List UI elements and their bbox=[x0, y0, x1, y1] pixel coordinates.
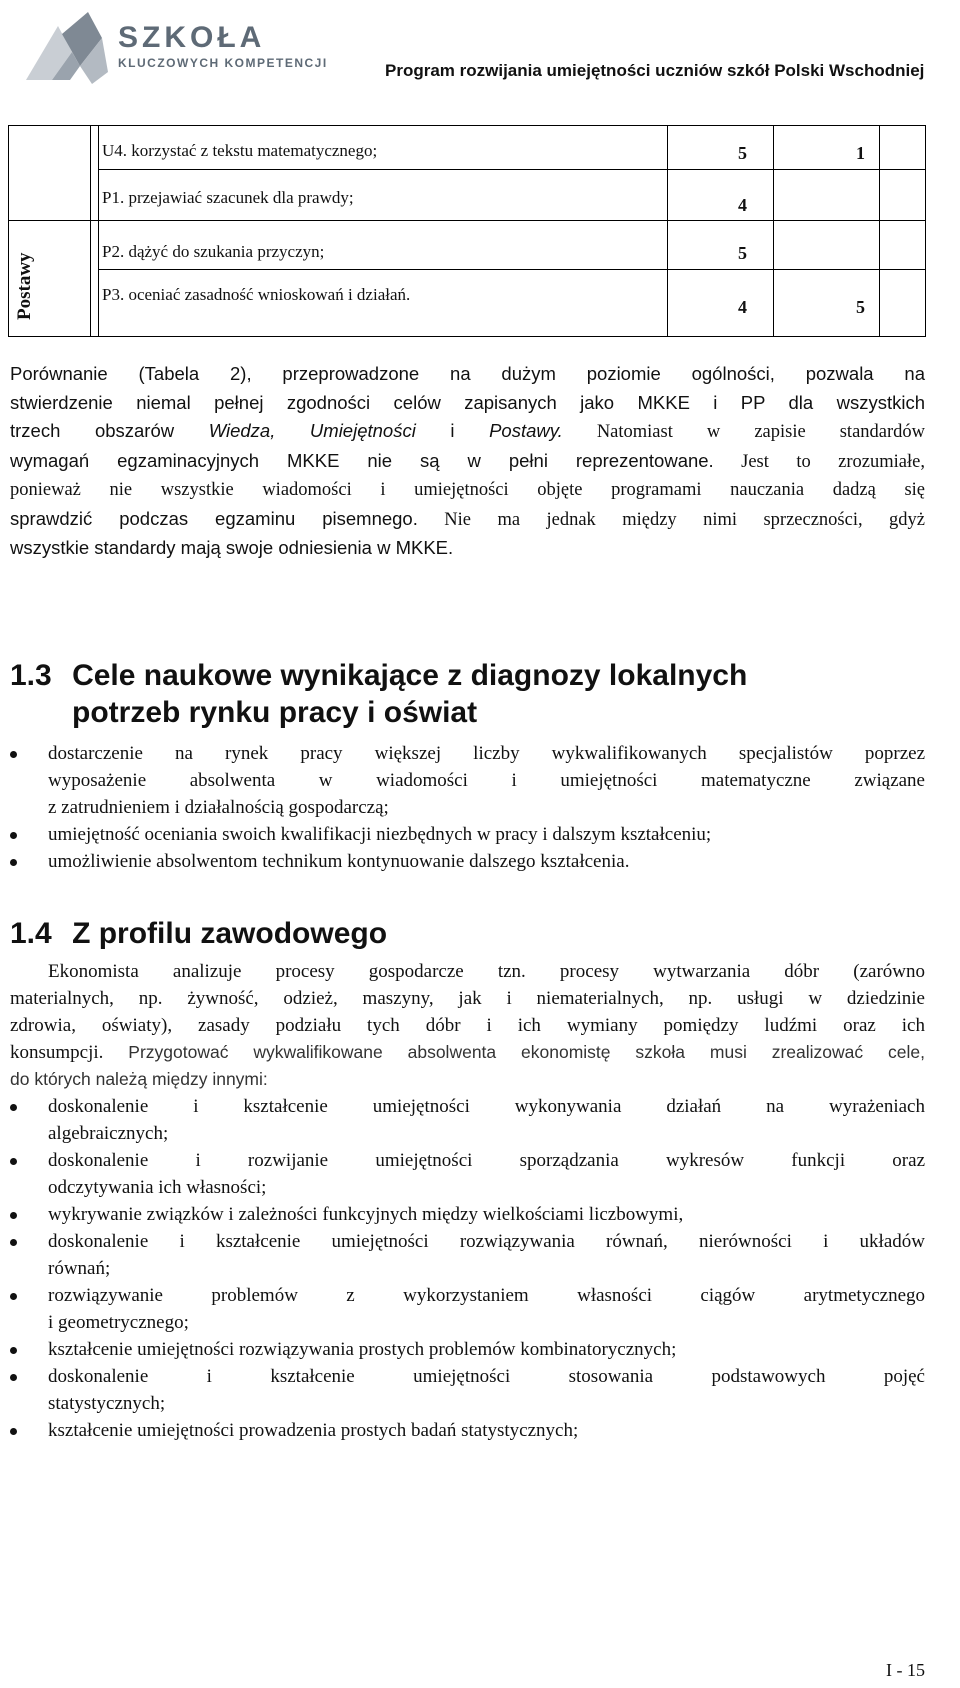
logo-title: SZKOŁA bbox=[118, 21, 266, 54]
list-item bbox=[10, 1417, 925, 1444]
text-line: wszystkie standardy mają swoje odniesienia w MKKE. bbox=[10, 537, 454, 558]
text-line bbox=[10, 505, 925, 535]
table-row-text: P3. oceniać zasadność wnioskowań i działań. bbox=[102, 285, 411, 304]
text-span: Jest to zrozumiałe, bbox=[713, 451, 925, 472]
section-number: 1.3 bbox=[10, 659, 52, 692]
table-row-text: P2. dążyć do szukania przyczyn; bbox=[102, 242, 325, 261]
text-line: dostarczenie na rynek pracy większej liczby wykwalifikowanych specjalistów poprzez bbox=[48, 743, 925, 764]
text-line: ponieważ nie wszystkie wiadomości i umiejętności objęte programami nauczania dadzą się bbox=[10, 480, 925, 500]
bullet-icon bbox=[10, 832, 17, 839]
table-row-text: P1. przejawiać szacunek dla prawdy; bbox=[102, 188, 354, 207]
text-line: doskonalenie i rozwijanie umiejętności sporządzania wykresów funkcji oraz bbox=[48, 1150, 925, 1171]
list-item bbox=[10, 1363, 925, 1417]
text-line: statystycznych; bbox=[48, 1393, 166, 1414]
bullet-icon bbox=[10, 1104, 17, 1111]
table-row-divider bbox=[98, 169, 925, 170]
page-number: I - 15 bbox=[886, 1660, 925, 1680]
text-line: Ekonomista analizuje procesy gospodarcze tzn. procesy wytwarzania dóbr (zarówno bbox=[48, 961, 925, 982]
bullet-icon bbox=[10, 1428, 17, 1435]
text-span: sprawdzić podczas egzaminu pisemnego. bbox=[10, 507, 418, 529]
profile-goals-list bbox=[10, 1093, 925, 1444]
text-line: materialnych, np. żywność, odzież, maszyny, jak i niematerialnych, np. usługi w dziedzinie bbox=[10, 988, 925, 1009]
italic-term: Wiedza, Umiejętności bbox=[208, 420, 416, 441]
list-item bbox=[10, 740, 925, 821]
table-value: 4 bbox=[738, 195, 747, 215]
table-value: 1 bbox=[856, 143, 865, 163]
text-line: wyposażenie absolwenta w wiadomości i umiejętności matematyczne związane bbox=[48, 770, 925, 791]
section-title: Z profilu zawodowego bbox=[72, 917, 388, 950]
text-span: i bbox=[415, 420, 490, 441]
table-row-divider bbox=[9, 220, 925, 221]
text-line: do których należą między innymi: bbox=[10, 1069, 268, 1089]
table-value: 5 bbox=[738, 143, 747, 163]
page-header bbox=[0, 0, 960, 108]
text-line: odczytywania ich własności; bbox=[48, 1177, 267, 1198]
text-span: Przygotować wykwalifikowane absolwenta ekonomistę szkoła musi zrealizować cele, bbox=[103, 1042, 925, 1062]
text-line: wykrywanie związków i zależności funkcyjnych między wielkościami liczbowymi, bbox=[48, 1204, 684, 1225]
program-title: Program rozwijania umiejętności uczniów szkół Polski Wschodniej bbox=[385, 61, 925, 80]
table-value: 5 bbox=[856, 297, 865, 317]
logo-subtitle: KLUCZOWYCH KOMPETENCJI bbox=[118, 56, 328, 70]
text-span: trzech obszarów bbox=[10, 420, 209, 441]
text-line: z zatrudnieniem i działalnością gospodarczą; bbox=[48, 797, 389, 818]
bullet-icon bbox=[10, 1239, 17, 1246]
school-logo-icon bbox=[18, 8, 110, 88]
table-value: 4 bbox=[738, 297, 747, 317]
list-item bbox=[10, 821, 925, 848]
bullet-icon bbox=[10, 751, 17, 758]
logo-text bbox=[118, 22, 328, 70]
text-span: wymagań egzaminacyjnych MKKE nie są w pełni reprezentowane. bbox=[10, 449, 714, 471]
list-item bbox=[10, 848, 925, 875]
text-line: kształcenie umiejętności rozwiązywania prostych problemów kombinatorycznych; bbox=[48, 1339, 677, 1360]
text-line: Porównanie (Tabela 2), przeprowadzone na dużym poziomie ogólności, pozwala na bbox=[10, 363, 925, 384]
list-item bbox=[10, 1093, 925, 1147]
text-span: konsumpcji. bbox=[10, 1042, 104, 1063]
text-line: umiejętność oceniania swoich kwalifikacji niezbędnych w pracy i dalszym kształceniu; bbox=[48, 824, 712, 845]
text-line: zdrowia, oświaty), zasady podziału tych dóbr i ich wymiany pomiędzy ludźmi oraz ich bbox=[10, 1015, 925, 1036]
text-span: Natomiast w zapisie standardów bbox=[562, 422, 926, 442]
table-row-text: U4. korzystać z tekstu matematycznego; bbox=[102, 141, 378, 160]
table-value: 5 bbox=[738, 243, 747, 263]
list-item bbox=[10, 1336, 925, 1363]
table-category-label: Postawy bbox=[14, 252, 35, 320]
text-line: doskonalenie i kształcenie umiejętności rozwiązywania równań, nierówności i układów bbox=[48, 1231, 925, 1252]
table-column-divider bbox=[90, 126, 91, 336]
section-title: Cele naukowe wynikające z diagnozy lokalnych bbox=[72, 659, 748, 692]
text-line: stwierdzenie niemal pełnej zgodności celów zapisanych jako MKKE i PP dla wszystkich bbox=[10, 391, 925, 413]
text-line bbox=[10, 1039, 925, 1066]
list-item bbox=[10, 1201, 925, 1228]
section-heading bbox=[10, 658, 747, 694]
section-heading bbox=[10, 916, 387, 952]
text-line: doskonalenie i kształcenie umiejętności wykonywania działań na wyrażeniach bbox=[48, 1096, 925, 1117]
table-column-divider bbox=[98, 126, 99, 336]
profile-paragraph bbox=[10, 958, 925, 1093]
table-column-divider bbox=[773, 126, 774, 336]
section-title-continued: potrzeb rynku pracy i oświat bbox=[72, 696, 478, 729]
list-item bbox=[10, 1228, 925, 1282]
table-column-divider bbox=[667, 126, 668, 336]
text-line: umożliwienie absolwentom technikum kontynuowanie dalszego kształcenia. bbox=[48, 851, 630, 872]
text-line: równań; bbox=[48, 1258, 111, 1279]
text-span: Nie ma jednak między nimi sprzeczności, gdyż bbox=[417, 509, 925, 530]
comparison-paragraph bbox=[10, 360, 925, 563]
text-line: i geometrycznego; bbox=[48, 1312, 189, 1333]
table-row-divider bbox=[98, 269, 925, 270]
text-line: rozwiązywanie problemów z wykorzystaniem własności ciągów arytmetycznego bbox=[48, 1285, 925, 1306]
text-line: kształcenie umiejętności prowadzenia prostych badań statystycznych; bbox=[48, 1420, 579, 1441]
bullet-icon bbox=[10, 1374, 17, 1381]
table-column-divider bbox=[879, 126, 880, 336]
goals-list bbox=[10, 740, 925, 875]
bullet-icon bbox=[10, 1212, 17, 1219]
text-line: doskonalenie i kształcenie umiejętności stosowania podstawowych pojęć bbox=[48, 1366, 925, 1387]
bullet-icon bbox=[10, 1293, 17, 1300]
list-item bbox=[10, 1147, 925, 1201]
text-line: algebraicznych; bbox=[48, 1123, 169, 1144]
italic-term: Postawy. bbox=[489, 420, 563, 441]
bullet-icon bbox=[10, 859, 17, 866]
text-line bbox=[10, 447, 925, 477]
text-line bbox=[10, 417, 925, 447]
bullet-icon bbox=[10, 1347, 17, 1354]
section-number: 1.4 bbox=[10, 917, 52, 950]
list-item bbox=[10, 1282, 925, 1336]
bullet-icon bbox=[10, 1158, 17, 1165]
